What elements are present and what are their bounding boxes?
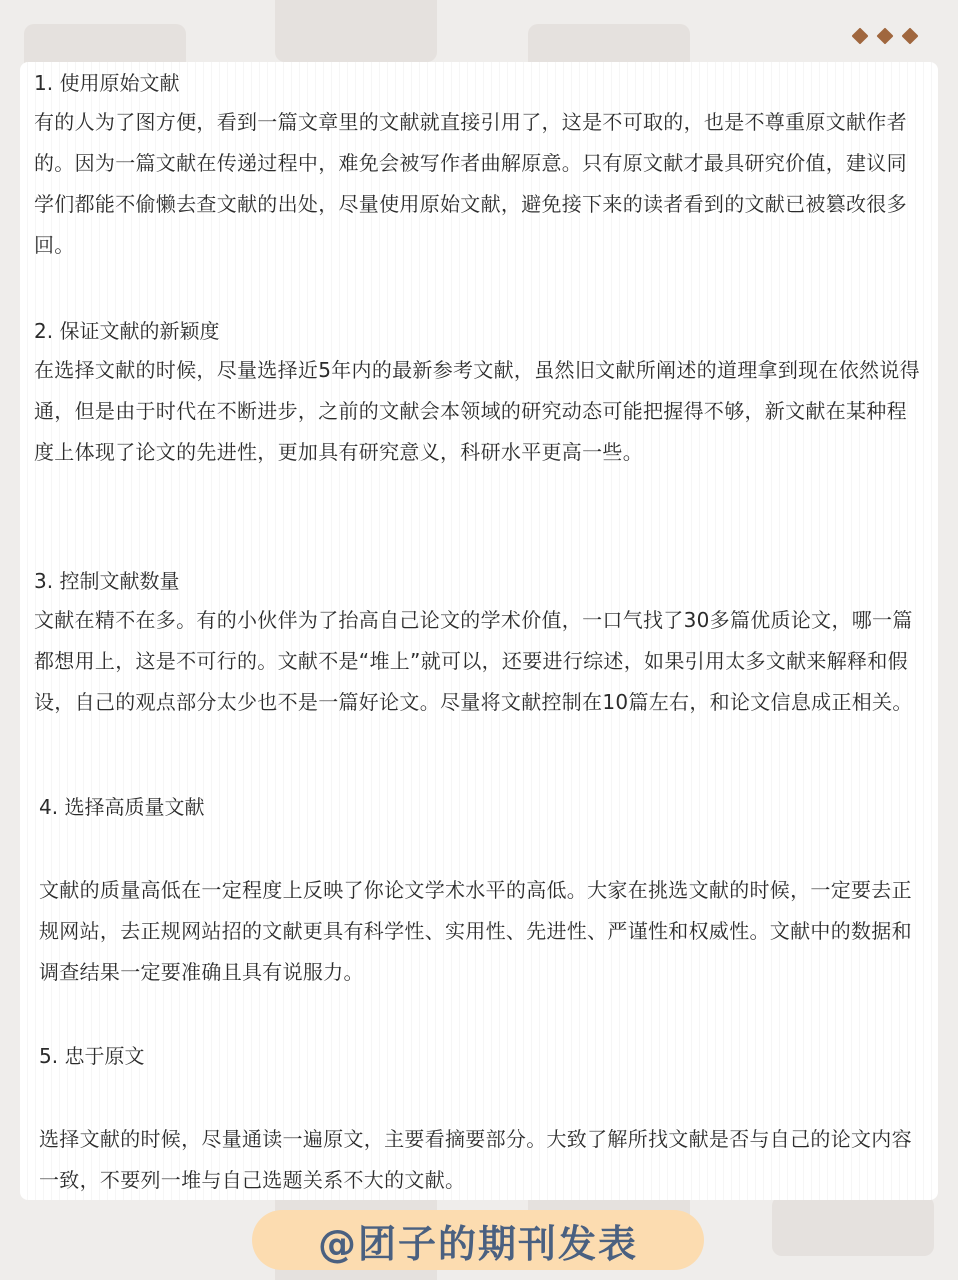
- section-title: 2. 保证文献的新颖度: [34, 319, 220, 343]
- diamond-icon: [852, 28, 869, 45]
- section-title: 1. 使用原始文献: [34, 71, 180, 95]
- section-title: 4. 选择高质量文献: [39, 795, 205, 819]
- background-block: [275, 0, 437, 62]
- section-body: 文献的质量高低在一定程度上反映了你论文学术水平的高低。大家在挑选文献的时候，一定要去正规网站，去正规网站招的文献更具有科学性、实用性、先进性、严谨性和权威性。文献中的数据和调查结果一定要准确且具有说服力。: [39, 878, 912, 984]
- background-block: [772, 1196, 934, 1256]
- section-3: [34, 564, 924, 723]
- section-body: 文献在精不在多。有的小伙伴为了抬高自己论文的学术价值，一口气找了30多篇优质论文，哪一篇都想用上，这是不可行的。文献不是“堆上”就可以，还要进行综述，如果引用太多文献来解释和假设，自己的观点部分太少也不是一篇好论文。尽量将文献控制在10篇左右，和论文信息成正相关。: [34, 608, 913, 714]
- section-body: 在选择文献的时候，尽量选择近5年内的最新参考文献，虽然旧文献所阐述的道理拿到现在依然说得通，但是由于时代在不断进步，之前的文献会本领域的研究动态可能把握得不够，新文献在某种程度上体现了论文的先进性，更加具有研究意义，科研水平更高一些。: [34, 358, 920, 464]
- section-4: [39, 790, 924, 993]
- diamond-icon: [877, 28, 894, 45]
- section-5: [39, 1039, 924, 1201]
- author-label: @团子的期刊发表: [317, 1221, 638, 1266]
- decorative-diamonds: [854, 30, 916, 42]
- section-title: 3. 控制文献数量: [34, 569, 180, 593]
- content-card: [20, 62, 938, 1200]
- section-title: 5. 忠于原文: [39, 1044, 145, 1068]
- section-1: [34, 66, 924, 266]
- section-2: [34, 314, 924, 473]
- author-watermark: [252, 1210, 704, 1270]
- section-body: 选择文献的时候，尽量通读一遍原文，主要看摘要部分。大致了解所找文献是否与自己的论文内容一致，不要列一堆与自己选题关系不大的文献。: [39, 1127, 912, 1192]
- section-body: 有的人为了图方便，看到一篇文章里的文献就直接引用了，这是不可取的，也是不尊重原文献作者的。因为一篇文献在传递过程中，难免会被写作者曲解原意。只有原文献才最具研究价值，建议同学们都能不偷懒去查文献的出处，尽量使用原始文献，避免接下来的读者看到的文献已被篡改很多回。: [34, 110, 907, 257]
- diamond-icon: [902, 28, 919, 45]
